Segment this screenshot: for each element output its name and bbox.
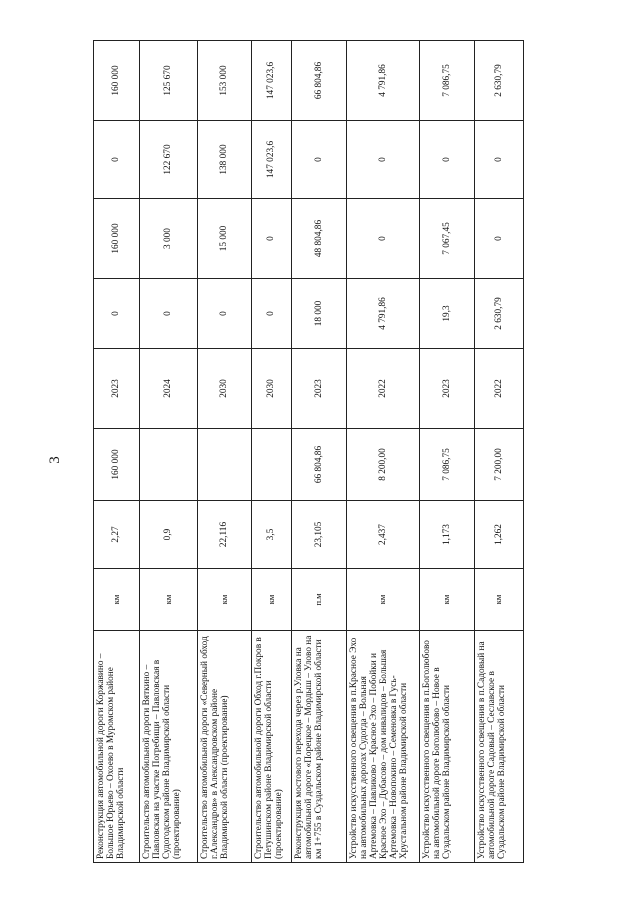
cell-c4: 147 023,6 [252, 41, 292, 121]
cell-c1: 0 [140, 279, 198, 349]
table-row [347, 41, 420, 863]
roads-table [93, 40, 524, 863]
cell-cost: 7 200,00 [475, 429, 524, 501]
cell-cost [252, 429, 292, 501]
cell-year: 2023 [94, 349, 140, 429]
cell-cost: 8 200,00 [347, 429, 420, 501]
cell-year: 2022 [475, 349, 524, 429]
table-body [94, 41, 524, 863]
cell-c1: 18 000 [292, 279, 347, 349]
cell-length: 22,116 [198, 501, 252, 569]
cell-year: 2030 [198, 349, 252, 429]
cell-c3: 0 [94, 121, 140, 199]
cell-c1: 2 630,79 [475, 279, 524, 349]
table-row [198, 41, 252, 863]
cell-unit: км [347, 569, 420, 631]
cell-length: 1,262 [475, 501, 524, 569]
cell-c3: 138 000 [198, 121, 252, 199]
cell-c1: 0 [252, 279, 292, 349]
cell-c1: 4 791,86 [347, 279, 420, 349]
cell-c2: 3 000 [140, 199, 198, 279]
cell-year: 2023 [292, 349, 347, 429]
table-row [420, 41, 475, 863]
cell-c4: 125 670 [140, 41, 198, 121]
cell-cost: 66 804,86 [292, 429, 347, 501]
cell-cost: 7 086,75 [420, 429, 475, 501]
cell-unit: км [198, 569, 252, 631]
cell-c4: 7 086,75 [420, 41, 475, 121]
cell-name: Устройство искусственного освещения в п.Красное Эхо на автомобильных дорогах Судогда – Вольная Артемовка – Павликово – Красное Эхо – Побойки и Красное Эхо – Дубасово – дом инвалидов – Большая Артемовка – Новопокино – Семеновка в Гусь-Хрустальном районе Владимирской области [347, 631, 420, 863]
cell-name: Строительство автомобильной дороги Вяткино – Павловская на участке Погребищи – Павловская в Судогодском районе Владимирской области (проектирование) [140, 631, 198, 863]
cell-name: Строительство автомобильной дороги «Северный обход г.Александров» в Александровском районе Владимирской области (проектирование) [198, 631, 252, 863]
cell-c2: 15 000 [198, 199, 252, 279]
cell-c3: 147 023,6 [252, 121, 292, 199]
cell-cost [198, 429, 252, 501]
cell-c1: 0 [94, 279, 140, 349]
cell-c4: 160 000 [94, 41, 140, 121]
cell-name: Устройство искусственного освещения в п.Боголюбово на автомобильной дороге Боголюбово – Новое в Суздальском районе Владимирской области [420, 631, 475, 863]
cell-c2: 7 067,45 [420, 199, 475, 279]
cell-year: 2023 [420, 349, 475, 429]
cell-c2: 0 [252, 199, 292, 279]
cell-length: 3,5 [252, 501, 292, 569]
cell-name: Реконструкция мостового перехода через р.Уловка на автомобильной дороге «Порецкое – Мордыш – Улово на км 1+755 в Суздальском районе Владимирской области [292, 631, 347, 863]
cell-year: 2024 [140, 349, 198, 429]
cell-length: 2,27 [94, 501, 140, 569]
cell-length: 23,105 [292, 501, 347, 569]
rotated-table-wrapper [93, 41, 523, 863]
page-number: 3 [47, 456, 63, 464]
cell-length: 0,9 [140, 501, 198, 569]
cell-c2: 160 000 [94, 199, 140, 279]
cell-year: 2030 [252, 349, 292, 429]
cell-c3: 0 [420, 121, 475, 199]
cell-unit: км [475, 569, 524, 631]
cell-year: 2022 [347, 349, 420, 429]
cell-c3: 0 [475, 121, 524, 199]
cell-c2: 0 [475, 199, 524, 279]
table-row [94, 41, 140, 863]
cell-unit: км [252, 569, 292, 631]
cell-c3: 122 670 [140, 121, 198, 199]
cell-name: Реконструкция автомобильной дороги Коржавино – Большое Юрьево – Охоево в Муромском районе Владимирской области [94, 631, 140, 863]
table-row [292, 41, 347, 863]
cell-length: 2,437 [347, 501, 420, 569]
cell-c4: 66 804,86 [292, 41, 347, 121]
cell-unit: п.м [292, 569, 347, 631]
cell-c1: 0 [198, 279, 252, 349]
cell-unit: км [94, 569, 140, 631]
cell-c3: 0 [292, 121, 347, 199]
cell-c2: 0 [347, 199, 420, 279]
cell-name: Устройство искусственного освещения в п.Садовый на автомобильной дороге Садовый – Сеславское в Суздальском районе Владимирской области [475, 631, 524, 863]
cell-cost: 160 000 [94, 429, 140, 501]
cell-c2: 48 804,86 [292, 199, 347, 279]
table-row [252, 41, 292, 863]
cell-c4: 4 791,86 [347, 41, 420, 121]
cell-c4: 2 630,79 [475, 41, 524, 121]
cell-length: 1,173 [420, 501, 475, 569]
cell-unit: км [420, 569, 475, 631]
table-row [140, 41, 198, 863]
cell-name: Строительство автомобильной дороги Обход г.Покров в Петушинском районе Владимирской области (проектирование) [252, 631, 292, 863]
table-row [475, 41, 524, 863]
cell-unit: км [140, 569, 198, 631]
cell-cost [140, 429, 198, 501]
cell-c4: 153 000 [198, 41, 252, 121]
cell-c1: 19,3 [420, 279, 475, 349]
cell-c3: 0 [347, 121, 420, 199]
